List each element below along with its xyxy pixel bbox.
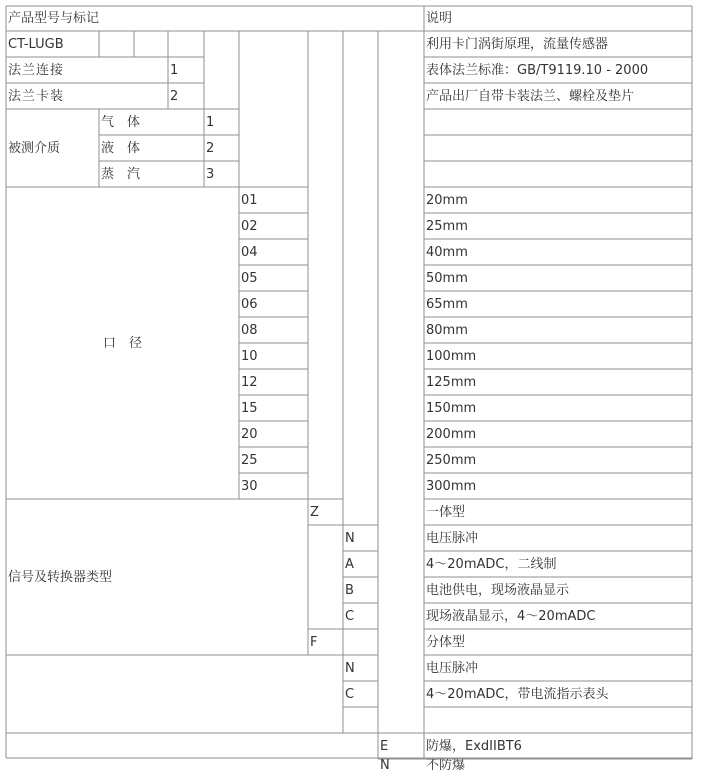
caliber-desc: 100mm: [426, 348, 477, 364]
signal-option-desc: 现场液晶显示，4～20mADC: [426, 608, 596, 624]
caliber-code: 08: [241, 322, 258, 338]
medium-label: 被测介质: [8, 140, 61, 156]
caliber-desc: 150mm: [426, 400, 477, 416]
signal-option-desc: 4～20mADC，二线制: [426, 556, 557, 572]
caliber-code: 12: [241, 374, 258, 390]
caliber-code: 01: [241, 192, 258, 208]
caliber-desc: 300mm: [426, 478, 477, 494]
medium-code: 3: [206, 166, 215, 182]
caliber-code: 25: [241, 452, 258, 468]
explosion-desc: 防爆，ExdIIBT6: [426, 738, 522, 754]
connection-name: 法兰连接: [8, 62, 65, 78]
caliber-desc: 250mm: [426, 452, 477, 468]
medium-name: 气 体: [101, 114, 141, 130]
signal-label: 信号及转换器类型: [8, 569, 113, 585]
signal-split-desc: 分体型: [426, 634, 466, 650]
signal-split-code: F: [310, 634, 318, 650]
explosion-desc: 不防爆: [426, 759, 466, 772]
caliber-desc: 125mm: [426, 374, 477, 390]
caliber-desc: 40mm: [426, 244, 468, 260]
caliber-code: 15: [241, 400, 258, 416]
signal-option-code: C: [345, 686, 355, 702]
connection-desc: 表体法兰标准：GB/T9119.10 - 2000: [426, 62, 649, 78]
signal-option-code: A: [345, 556, 354, 572]
caliber-desc: 20mm: [426, 192, 468, 208]
caliber-desc: 80mm: [426, 322, 468, 338]
signal-option-desc: 电压脉冲: [426, 660, 479, 676]
medium-code: 2: [206, 140, 215, 156]
signal-integral-code: Z: [310, 504, 319, 520]
connection-code: 2: [170, 88, 179, 104]
caliber-code: 05: [241, 270, 258, 286]
model-desc: 利用卡门涡街原理，流量传感器: [426, 36, 609, 52]
caliber-desc: 200mm: [426, 426, 477, 442]
table-header-desc: 说明: [426, 11, 453, 26]
caliber-code: 20: [241, 426, 258, 442]
caliber-label: 口 径: [102, 335, 142, 351]
caliber-code: 02: [241, 218, 258, 234]
signal-option-desc: 电池供电，现场液晶显示: [426, 582, 570, 598]
connection-name: 法兰卡装: [8, 88, 65, 104]
signal-option-desc: 4～20mADC，带电流指示表头: [426, 686, 609, 702]
connection-code: 1: [170, 62, 179, 78]
caliber-desc: 65mm: [426, 296, 468, 312]
caliber-code: 30: [241, 478, 258, 494]
model-code: CT-LUGB: [8, 36, 64, 52]
signal-option-code: N: [345, 660, 355, 676]
caliber-desc: 25mm: [426, 218, 468, 234]
medium-code: 1: [206, 114, 215, 130]
connection-desc: 产品出厂自带卡装法兰、螺栓及垫片: [426, 88, 635, 104]
caliber-code: 04: [241, 244, 258, 260]
medium-name: 液 体: [101, 140, 141, 156]
explosion-code: E: [380, 738, 389, 754]
caliber-code: 06: [241, 296, 258, 312]
caliber-code: 10: [241, 348, 258, 364]
signal-integral-desc: 一体型: [426, 504, 466, 520]
signal-option-desc: 电压脉冲: [426, 530, 479, 546]
signal-option-code: N: [345, 530, 355, 546]
medium-name: 蒸 汽: [101, 166, 141, 182]
signal-option-code: B: [345, 582, 354, 598]
caliber-desc: 50mm: [426, 270, 468, 286]
table-header-label: 产品型号与标记: [8, 11, 100, 26]
explosion-code: N: [380, 759, 390, 772]
signal-option-code: C: [345, 608, 355, 624]
